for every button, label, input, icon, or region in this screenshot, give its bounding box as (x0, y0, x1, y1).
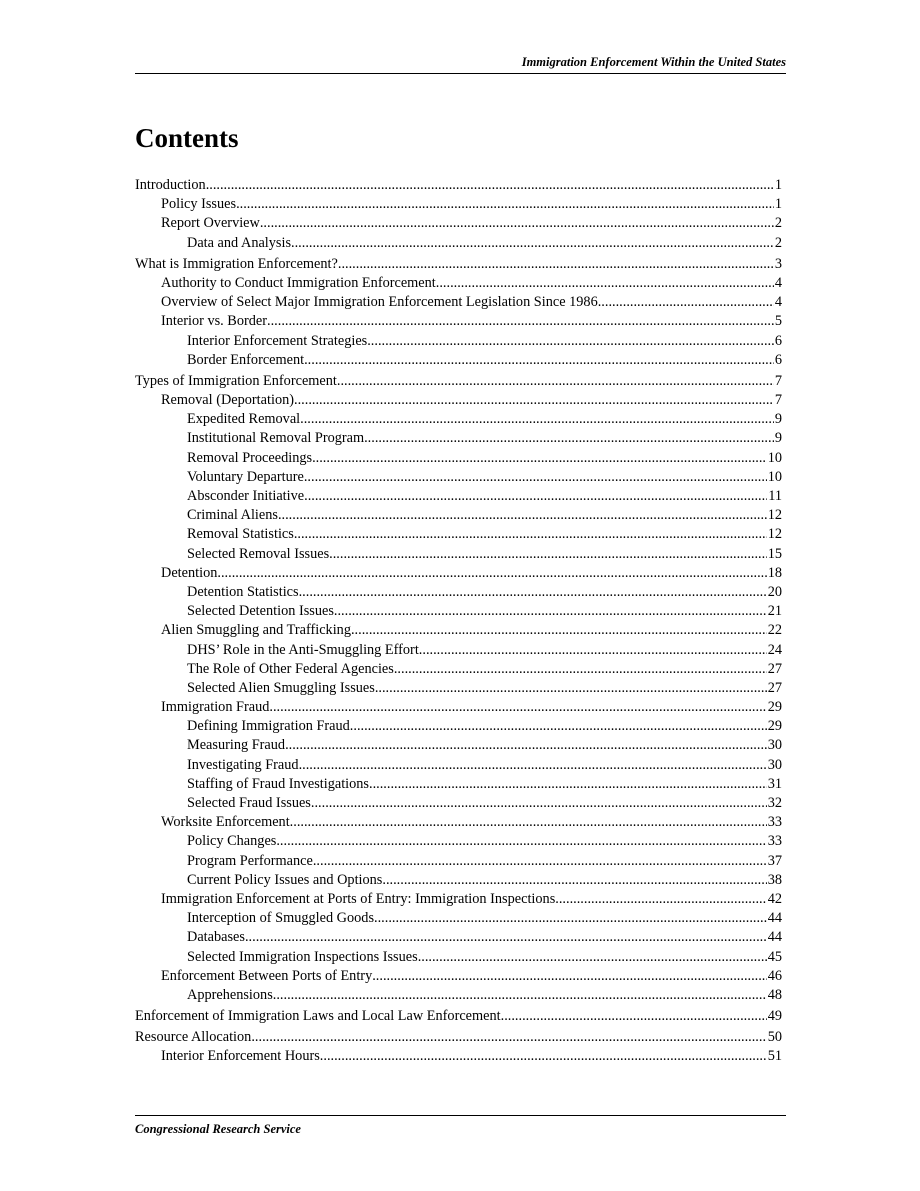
toc-leader-dots (251, 1028, 766, 1047)
toc-leader-dots (394, 660, 767, 679)
running-header-title: Immigration Enforcement Within the United States (521, 55, 786, 69)
toc-leader-dots (374, 909, 767, 928)
toc-entry[interactable] (135, 948, 782, 967)
toc-entry-label: Interior vs. Border (161, 313, 268, 330)
toc-leader-dots (311, 794, 767, 813)
toc-entry-page: 18 (767, 564, 782, 581)
toc-entry[interactable] (135, 890, 782, 909)
toc-entry-page: 7 (774, 392, 782, 409)
toc-entry-page: 30 (767, 756, 782, 773)
toc-entry[interactable] (135, 487, 782, 506)
toc-entry-page: 33 (767, 814, 782, 831)
toc-entry-label: Databases (187, 929, 245, 946)
toc-entry[interactable] (135, 928, 782, 947)
toc-entry[interactable] (135, 564, 782, 583)
toc-entry[interactable] (135, 717, 782, 736)
toc-entry-label: Report Overview (161, 215, 260, 232)
toc-entry-label: Voluntary Departure (187, 468, 304, 485)
toc-entry-label: What is Immigration Enforcement? (135, 255, 338, 272)
toc-entry-label: Overview of Select Major Immigration Enforcement Legislation Since 1986 (161, 294, 598, 311)
toc-leader-dots (369, 775, 767, 794)
toc-entry-page: 31 (767, 775, 782, 792)
toc-entry[interactable] (135, 255, 782, 274)
toc-entry-page: 4 (774, 294, 782, 311)
toc-entry-page: 10 (767, 449, 782, 466)
toc-leader-dots (299, 756, 767, 775)
toc-entry-label: Interception of Smuggled Goods (187, 910, 375, 927)
toc-entry-page: 2 (774, 215, 782, 232)
toc-leader-dots (375, 679, 767, 698)
toc-leader-dots (372, 967, 766, 986)
toc-entry[interactable] (135, 852, 782, 871)
toc-entry-label: Removal (Deportation) (161, 392, 295, 409)
toc-entry[interactable] (135, 967, 782, 986)
toc-entry-page: 22 (767, 622, 782, 639)
toc-entry-label: Detention (161, 564, 218, 581)
toc-leader-dots (598, 293, 774, 312)
toc-leader-dots (236, 195, 774, 214)
toc-entry-label: Worksite Enforcement (161, 814, 290, 831)
toc-leader-dots (351, 621, 767, 640)
toc-entry-label: Immigration Fraud (161, 699, 270, 716)
toc-entry[interactable] (135, 312, 782, 331)
toc-entry-page: 15 (767, 545, 782, 562)
toc-entry[interactable] (135, 986, 782, 1005)
toc-entry-label: Apprehensions (187, 986, 273, 1003)
toc-leader-dots (300, 410, 774, 429)
toc-leader-dots (418, 948, 767, 967)
toc-entry-page: 44 (767, 929, 782, 946)
toc-leader-dots (382, 871, 766, 890)
toc-entry[interactable] (135, 583, 782, 602)
toc-entry-label: Enforcement Between Ports of Entry (161, 967, 373, 984)
toc-entry[interactable] (135, 372, 782, 391)
toc-entry-label: Data and Analysis (187, 234, 292, 251)
toc-leader-dots (419, 641, 767, 660)
toc-entry[interactable] (135, 909, 782, 928)
toc-leader-dots (294, 391, 774, 410)
toc-entry-page: 20 (767, 583, 782, 600)
toc-entry-page: 51 (767, 1048, 782, 1065)
toc-leader-dots (312, 449, 767, 468)
toc-entry[interactable] (135, 176, 782, 195)
toc-leader-dots (291, 234, 774, 253)
toc-entry-label: Interior Enforcement Hours (161, 1048, 320, 1065)
toc-leader-dots (245, 928, 767, 947)
toc-leader-dots (260, 214, 774, 233)
toc-entry-page: 10 (767, 468, 782, 485)
toc-entry[interactable] (135, 293, 782, 312)
toc-entry[interactable] (135, 660, 782, 679)
toc-leader-dots (334, 602, 767, 621)
toc-entry-page: 11 (768, 488, 782, 504)
toc-entry[interactable] (135, 871, 782, 890)
toc-entry-page: 42 (767, 890, 782, 907)
toc-leader-dots (350, 717, 767, 736)
toc-entry-page: 49 (767, 1008, 782, 1025)
toc-entry-label: Introduction (135, 177, 206, 193)
toc-entry[interactable] (135, 214, 782, 233)
toc-entry-label: Institutional Removal Program (187, 430, 365, 447)
toc-entry-label: Selected Detention Issues (187, 603, 334, 620)
toc-entry-page: 9 (774, 411, 782, 428)
toc-entry-label: Immigration Enforcement at Ports of Entry: Immigration Inspections (161, 890, 556, 907)
toc-entry-page: 30 (767, 737, 782, 754)
toc-entry-page: 12 (767, 526, 782, 543)
toc-entry-page: 5 (774, 313, 782, 330)
toc-entry-label: Policy Issues (161, 196, 237, 213)
toc-entry-page: 1 (774, 196, 782, 213)
toc-entry[interactable] (135, 775, 782, 794)
toc-entry-page: 33 (767, 833, 782, 850)
toc-entry[interactable] (135, 410, 782, 429)
toc-leader-dots (501, 1007, 767, 1026)
footer-publisher: Congressional Research Service (135, 1122, 301, 1136)
toc-entry[interactable] (135, 506, 782, 525)
toc-leader-dots (304, 351, 774, 370)
toc-entry[interactable] (135, 698, 782, 717)
toc-entry[interactable] (135, 449, 782, 468)
toc-entry[interactable] (135, 332, 782, 351)
toc-entry-page: 45 (767, 948, 782, 965)
toc-leader-dots (329, 545, 767, 564)
toc-entry-label: Criminal Aliens (187, 507, 278, 524)
toc-leader-dots (206, 176, 774, 195)
toc-leader-dots (364, 429, 774, 448)
toc-entry[interactable] (135, 545, 782, 564)
toc-leader-dots (269, 698, 766, 717)
toc-entry[interactable] (135, 1007, 782, 1026)
toc-entry-page: 3 (774, 255, 782, 272)
toc-leader-dots (217, 564, 766, 583)
toc-entry[interactable] (135, 832, 782, 851)
toc-entry-page: 1 (774, 177, 782, 193)
toc-entry[interactable] (135, 813, 782, 832)
running-header (135, 55, 786, 74)
toc-leader-dots (285, 736, 767, 755)
toc-entry-label: DHS’ Role in the Anti-Smuggling Effort (187, 641, 419, 658)
toc-entry-page: 46 (767, 967, 782, 984)
toc-entry-label: The Role of Other Federal Agencies (187, 660, 394, 677)
toc-entry-label: Resource Allocation (135, 1029, 252, 1046)
toc-entry-label: Types of Immigration Enforcement (135, 372, 337, 389)
toc-leader-dots (337, 372, 774, 391)
toc-entry[interactable] (135, 351, 782, 370)
toc-entry[interactable] (135, 1047, 782, 1066)
toc-entry-label: Policy Changes (187, 833, 277, 850)
toc-entry-label: Removal Proceedings (187, 449, 313, 466)
toc-leader-dots (555, 890, 766, 909)
toc-entry[interactable] (135, 679, 782, 698)
toc-entry-label: Selected Removal Issues (187, 545, 330, 562)
toc-entry-page: 27 (767, 679, 782, 696)
table-of-contents (135, 176, 782, 1067)
toc-leader-dots (299, 583, 767, 602)
toc-leader-dots (290, 813, 767, 832)
toc-entry[interactable] (135, 602, 782, 621)
toc-entry-label: Program Performance (187, 852, 313, 869)
toc-entry-label: Measuring Fraud (187, 737, 286, 754)
toc-entry-page: 4 (774, 274, 782, 291)
toc-entry-page: 6 (774, 351, 782, 368)
toc-entry-page: 29 (767, 718, 782, 735)
toc-entry-label: Investigating Fraud (187, 756, 299, 773)
toc-entry[interactable] (135, 195, 782, 214)
toc-leader-dots (436, 274, 774, 293)
toc-leader-dots (320, 1047, 767, 1066)
toc-entry[interactable] (135, 429, 782, 448)
toc-leader-dots (304, 468, 767, 487)
toc-leader-dots (276, 832, 766, 851)
toc-entry[interactable] (135, 1028, 782, 1047)
toc-entry[interactable] (135, 621, 782, 640)
toc-entry[interactable] (135, 274, 782, 293)
toc-entry-page: 12 (767, 507, 782, 524)
toc-entry-label: Border Enforcement (187, 351, 305, 368)
toc-entry-page: 6 (774, 332, 782, 349)
toc-entry-page: 2 (774, 234, 782, 251)
toc-entry[interactable] (135, 756, 782, 775)
toc-entry[interactable] (135, 391, 782, 410)
toc-entry-label: Selected Fraud Issues (187, 795, 311, 811)
running-footer (135, 1115, 786, 1137)
toc-leader-dots (294, 525, 767, 544)
toc-entry-label: Expedited Removal (187, 411, 301, 428)
toc-entry-page: 44 (767, 910, 782, 927)
toc-entry-label: Interior Enforcement Strategies (187, 332, 368, 349)
toc-entry-page: 24 (767, 641, 782, 658)
toc-entry-page: 32 (767, 795, 782, 811)
toc-leader-dots (273, 986, 767, 1005)
toc-leader-dots (304, 487, 767, 506)
toc-leader-dots (278, 506, 767, 525)
toc-entry-page: 38 (767, 871, 782, 888)
toc-entry[interactable] (135, 794, 782, 813)
toc-entry-label: Selected Alien Smuggling Issues (187, 679, 375, 696)
toc-leader-dots (367, 332, 774, 351)
toc-entry-label: Removal Statistics (187, 526, 294, 543)
toc-entry[interactable] (135, 736, 782, 755)
toc-entry[interactable] (135, 468, 782, 487)
toc-entry-label: Staffing of Fraud Investigations (187, 775, 369, 792)
toc-entry-label: Absconder Initiative (187, 488, 305, 504)
toc-entry-page: 21 (767, 603, 782, 620)
toc-entry-page: 50 (767, 1029, 782, 1046)
toc-entry[interactable] (135, 525, 782, 544)
toc-entry-label: Defining Immigration Fraud (187, 718, 350, 735)
toc-entry-label: Current Policy Issues and Options (187, 871, 383, 888)
toc-leader-dots (338, 255, 774, 274)
toc-entry-label: Detention Statistics (187, 583, 299, 600)
page-title: Contents (135, 123, 239, 153)
toc-entry-label: Alien Smuggling and Trafficking (161, 622, 351, 639)
toc-entry-label: Selected Immigration Inspections Issues (187, 948, 418, 965)
toc-entry-page: 29 (767, 699, 782, 716)
toc-entry-page: 37 (767, 852, 782, 869)
toc-entry[interactable] (135, 234, 782, 253)
toc-entry-page: 27 (767, 660, 782, 677)
toc-leader-dots (267, 312, 774, 331)
toc-entry-page: 48 (767, 986, 782, 1003)
toc-entry-page: 9 (774, 430, 782, 447)
toc-entry-page: 7 (774, 372, 782, 389)
toc-entry-label: Enforcement of Immigration Laws and Local Law Enforcement (135, 1008, 501, 1025)
toc-entry[interactable] (135, 641, 782, 660)
toc-entry-label: Authority to Conduct Immigration Enforcement (161, 274, 436, 291)
toc-leader-dots (313, 852, 767, 871)
